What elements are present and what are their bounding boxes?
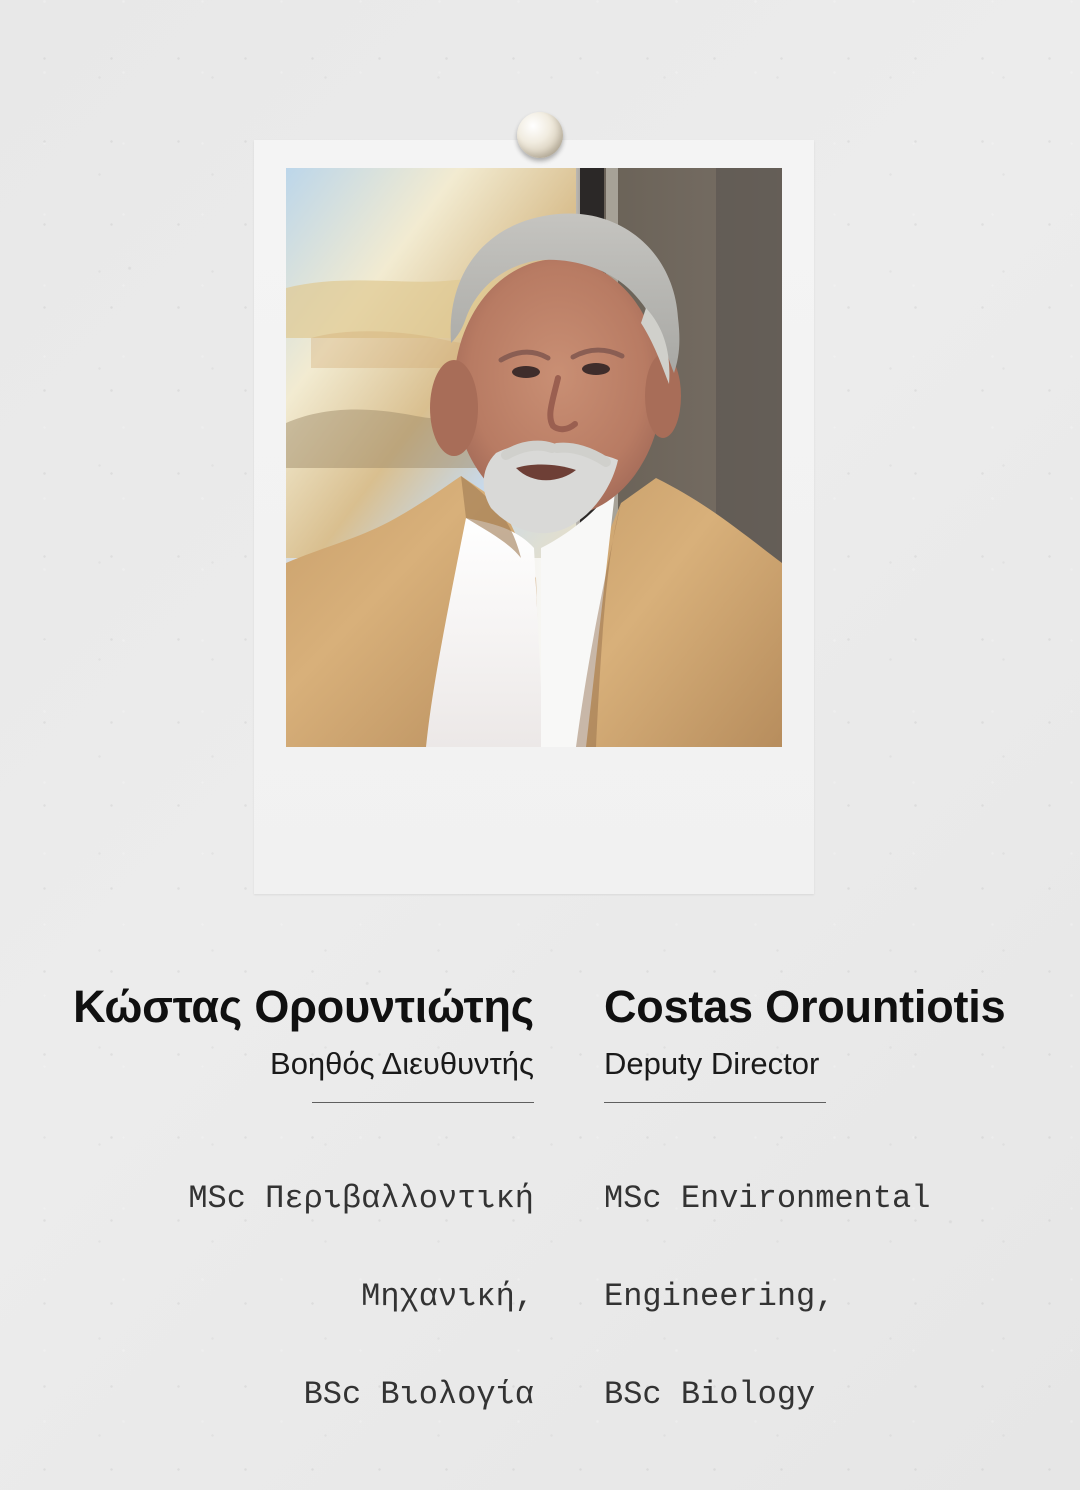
greek-name: Κώστας Ορουντιώτης [73, 981, 534, 1032]
greek-credential-line-1: MSc Περιβαλλοντική [188, 1179, 534, 1217]
greek-credentials [54, 1125, 534, 1468]
greek-profile [54, 982, 534, 1468]
english-divider [604, 1102, 826, 1103]
greek-divider [312, 1102, 534, 1103]
english-credential-line-1: MSc Environmental [604, 1179, 931, 1217]
english-credentials [604, 1125, 984, 1468]
greek-credential-line-2: Μηχανική, [361, 1277, 534, 1315]
greek-credential-line-3: BSc Βιολογία [303, 1375, 534, 1413]
pin-icon [517, 112, 563, 158]
english-credential-line-2: Engineering, [604, 1277, 835, 1315]
english-credential-line-3: BSc Biology [604, 1375, 816, 1413]
english-name: Costas Orountiotis [604, 981, 1006, 1032]
greek-title: Βοηθός Διευθυντής [270, 1045, 534, 1081]
english-title: Deputy Director [604, 1045, 820, 1081]
english-profile [604, 982, 1024, 1468]
portrait-photo [286, 168, 782, 747]
